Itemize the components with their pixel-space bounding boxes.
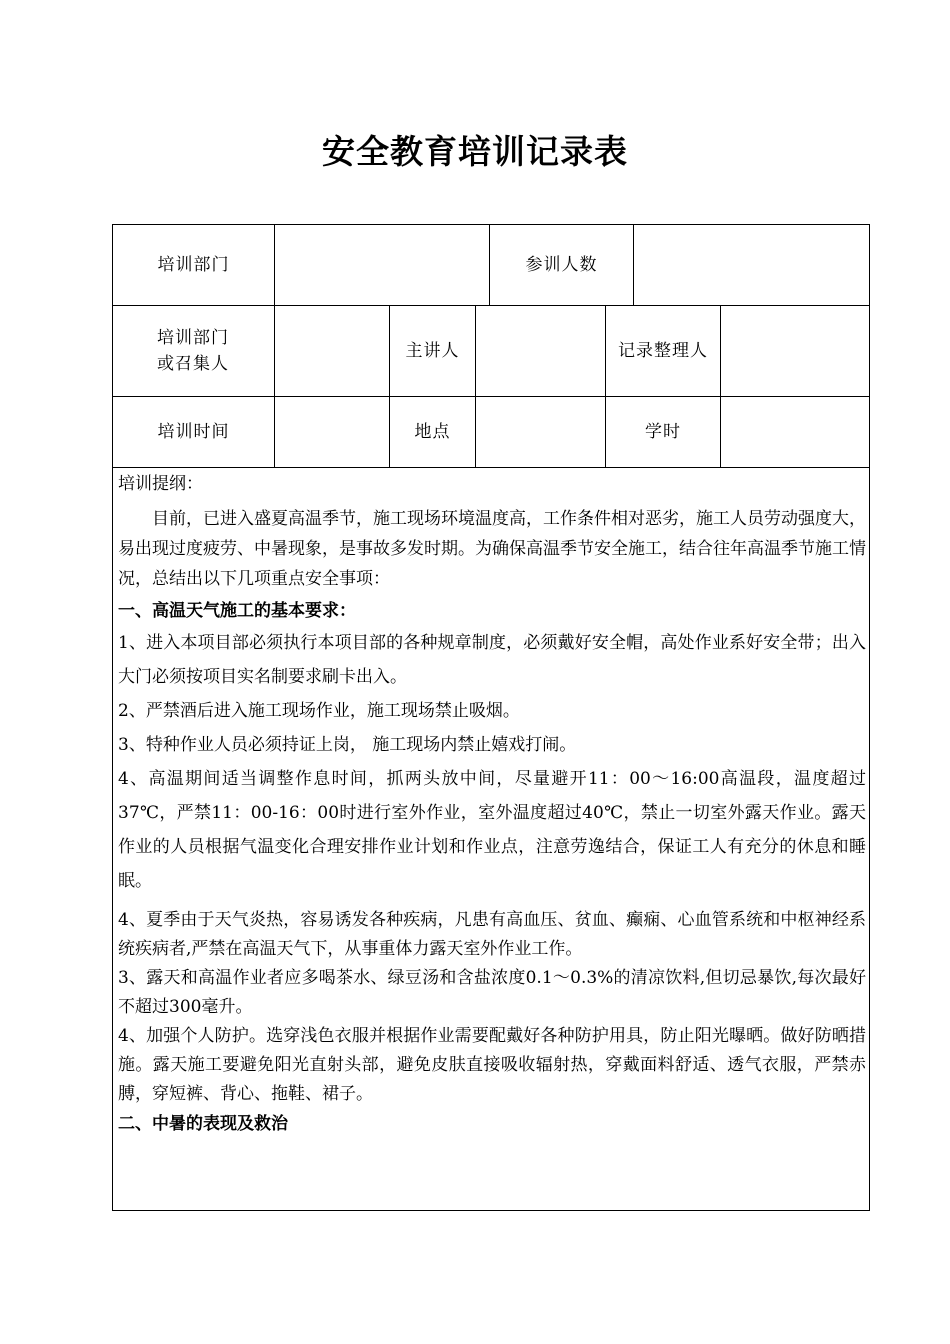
list-item: 2、严禁酒后进入施工现场作业，施工现场禁止吸烟。 (118, 701, 520, 721)
location-field[interactable] (476, 397, 605, 467)
recorder-field[interactable] (721, 306, 869, 396)
hours-field[interactable] (721, 397, 869, 467)
section-heading: 一、高温天气施工的基本要求： (118, 601, 356, 621)
organizer-label: 培训部门 或召集人 (157, 328, 229, 374)
page-title: 安全教育培训记录表 (322, 132, 628, 171)
list-item: 3、特种作业人员必须持证上岗， 施工现场内禁止嬉戏打闹。 (118, 735, 577, 755)
outline-label: 培训提纲： (118, 474, 203, 494)
training-time-field[interactable] (275, 397, 389, 467)
participant-count-label: 参训人数 (525, 255, 598, 275)
row-divider-3 (113, 467, 869, 468)
outline-intro: 目前，已进入盛夏高温季节，施工现场环境温度高，工作条件相对恶劣，施工人员劳动强度大，易出现过度疲劳、中暑现象，是事故多发时期。为确保高温季节安全施工，结合往年高温季节施工情况，总结出以下几项重点安全事项： (118, 509, 866, 589)
list-item: 4、高温期间适当调整作息时间，抓两头放中间，尽量避开11：00～16:00高温段，温度超过37℃，严禁11：00-16：00时进行室外作业，室外温度超过40℃，禁止一切室外露天作业。露天作业的人员根据气温变化合理安排作业计划和作业点，注意劳逸结合，保证工人有充分的休息和睡眠。 (118, 769, 866, 891)
training-dept-field[interactable] (275, 225, 489, 305)
speaker-label: 主讲人 (405, 341, 460, 361)
training-outline (118, 469, 866, 1139)
list-item: 4、加强个人防护。选穿浅色衣服并根据作业需要配戴好各种防护用具，防止阳光曝晒。做好防晒措施。露天施工要避免阳光直射头部，避免皮肤直接吸收辐射热，穿戴面料舒适、透气衣服，严禁赤膊，穿短裤、背心、拖鞋、裙子。 (118, 1026, 866, 1104)
organizer-field[interactable] (275, 306, 389, 396)
list-item: 1、进入本项目部必须执行本项目部的各种规章制度，必须戴好安全帽，高处作业系好安全带；出入大门必须按项目实名制要求刷卡出入。 (118, 633, 866, 687)
location-label: 地点 (414, 422, 451, 442)
training-dept-label: 培训部门 (157, 255, 230, 275)
recorder-label: 记录整理人 (618, 341, 708, 361)
training-time-label: 培训时间 (157, 422, 230, 442)
section-heading: 二、中暑的表现及救治 (118, 1114, 288, 1134)
participant-count-field[interactable] (634, 225, 869, 305)
list-item: 4、夏季由于天气炎热，容易诱发各种疾病，凡患有高血压、贫血、癫痫、心血管系统和中枢神经系统疾病者,严禁在高温天气下，从事重体力露天室外作业工作。 (118, 910, 866, 959)
spacer (118, 898, 866, 906)
hours-label: 学时 (645, 422, 681, 442)
speaker-field[interactable] (476, 306, 605, 396)
list-item: 3、露天和高温作业者应多喝茶水、绿豆汤和含盐浓度0.1～0.3%的清凉饮料,但切忌暴饮,每次最好不超过300毫升。 (118, 968, 866, 1017)
